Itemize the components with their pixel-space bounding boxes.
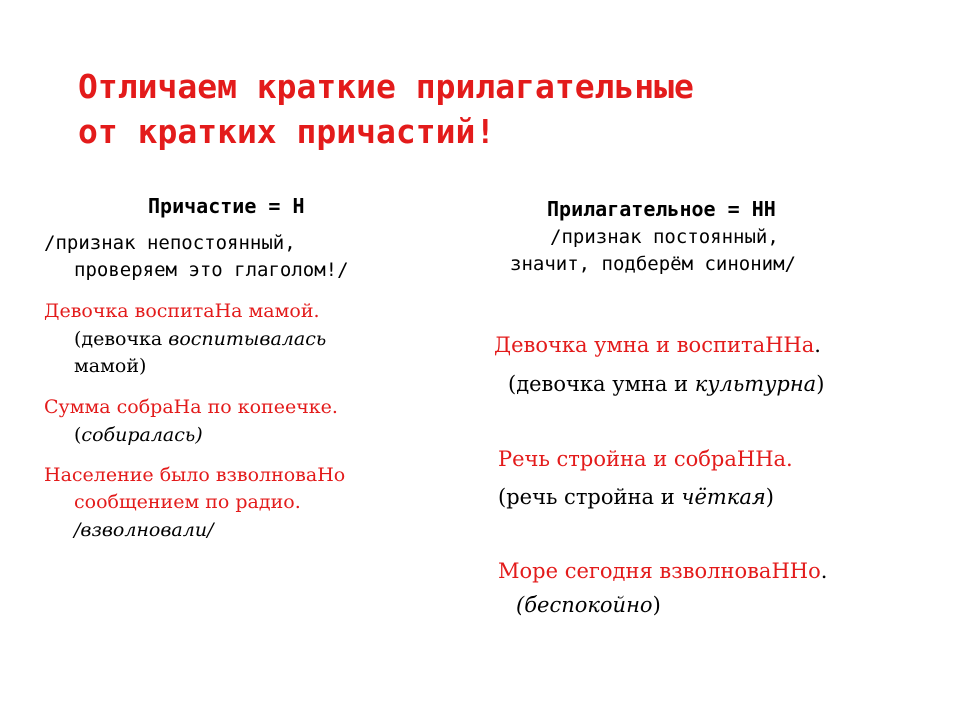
- participle-example-1-note: [74, 326, 326, 353]
- adjective-example-3-period: .: [820, 559, 828, 583]
- adjective-example-3-note-synonym: (беспокойно: [516, 593, 653, 617]
- adjective-example-3: [498, 556, 827, 586]
- adjective-example-1-note-close: ): [816, 372, 825, 396]
- participle-rule-line-2: проверяем это глаголом!/: [74, 259, 349, 281]
- adjective-example-2: Речь стройна и собраННа.: [498, 447, 793, 471]
- adjective-example-2-note: [498, 482, 774, 512]
- participle-example-2-note-open: (: [74, 424, 82, 446]
- participle-example-2-note-verb: собиралась): [81, 424, 203, 446]
- slide-title-line-2: от кратких причастий!: [78, 112, 496, 151]
- adjective-example-1-note: [508, 369, 824, 399]
- participle-example-3-note: /взволновали/: [74, 519, 214, 541]
- participle-example-3-line-2: сообщением по радио.: [74, 491, 301, 513]
- adjective-example-1-note-open: (девочка умна и: [508, 372, 695, 396]
- adjective-example-3-text: Море сегодня взволноваННо: [498, 559, 821, 583]
- adjective-rule-line-1: /признак постоянный,: [550, 226, 779, 248]
- participle-rule-line-1: /признак непостоянный,: [44, 232, 296, 254]
- adjective-rule-line-2: значит, подберём синоним/: [510, 253, 796, 275]
- adjective-example-3-note-close: ): [652, 593, 661, 617]
- participle-heading: Причастие = Н: [148, 194, 305, 218]
- adjective-heading: Прилагательное = НН: [547, 197, 776, 221]
- adjective-example-3-note: [516, 590, 661, 620]
- participle-example-1: Девочка воспитаНа мамой.: [44, 300, 320, 322]
- adjective-example-1: [494, 330, 821, 360]
- adjective-example-2-note-synonym: чёткая: [681, 485, 766, 509]
- adjective-example-2-note-open: (речь стройна и: [498, 485, 682, 509]
- adjective-example-1-period: .: [814, 333, 821, 357]
- participle-example-1-note-open: (девочка: [74, 328, 169, 350]
- participle-example-1-note-line-2: мамой): [74, 355, 147, 377]
- adjective-example-1-note-synonym: культурна: [694, 372, 817, 396]
- participle-example-3-line-1: Население было взволноваНо: [44, 464, 346, 486]
- participle-example-1-note-verb: воспитывалась: [168, 328, 327, 350]
- adjective-example-2-note-close: ): [765, 485, 774, 509]
- slide-title-line-1: Отличаем краткие прилагательные: [78, 67, 694, 106]
- slide-title: [78, 64, 918, 154]
- participle-example-2: Сумма собраНа по копеечке.: [44, 396, 338, 418]
- adjective-example-1-text: Девочка умна и воспитаННа: [494, 333, 815, 357]
- participle-example-2-note: [74, 422, 203, 449]
